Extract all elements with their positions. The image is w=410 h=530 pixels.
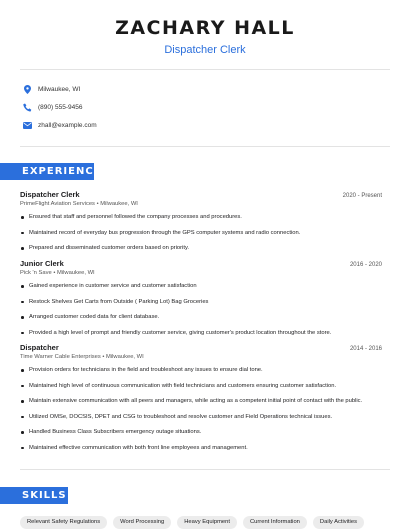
job-entry [20,190,382,260]
email-text[interactable]: zhall@example.com [38,121,97,129]
divider [20,469,390,470]
separator: • [53,270,57,276]
job-title: Dispatcher [20,343,59,352]
skill-chip: Relevant Safety Regulations [20,516,107,529]
skill-chip: Heavy Equipment [177,516,237,529]
bullet-item: Maintained high level of continuous communication with field technicians and customers ensuring customer satisfaction. [20,382,382,398]
bullet-item: Restock Shelves Get Carts from Outside ( Parking Lot) Bag Groceries [20,298,382,314]
job-entry [20,343,382,459]
job-bullets [20,213,382,260]
bullet-item: Gained experience in customer service and customer satisfaction [20,282,382,298]
bullet-item: Provided a high level of prompt and friendly customer service, giving customer's product location throughout the store. [20,329,382,345]
bullet-item: Arranged customer coded data for client database. [20,313,382,329]
job-title: Junior Clerk [20,259,64,268]
divider [20,146,390,147]
job-title: Dispatcher Clerk [20,190,80,199]
job-dates: 2016 - 2020 [349,262,382,268]
company-name: Pick 'n Save [20,270,52,276]
contact-phone [22,100,322,114]
bullet-item: Maintained effective communication with both front line employees and management. [20,444,382,460]
bullet-item: Ensured that staff and personnel followed the company processes and procedures. [20,213,382,229]
job-bullets [20,366,382,459]
contact-location [22,82,322,96]
separator: • [102,354,107,360]
company-location: Milwaukee, WI [56,270,95,276]
job-dates: 2020 - Present [342,193,382,199]
job-company-line [20,270,382,276]
resume-header [0,17,410,56]
phone-icon [22,102,32,112]
job-bullets [20,282,382,344]
bullet-item: Handled Business Class Subscribers emergency outage situations. [20,428,382,444]
job-company-line [20,354,382,360]
job-entry [20,259,382,344]
envelope-icon [22,120,32,130]
location-text: Milwaukee, WI [38,85,81,93]
skill-chip: Daily Activities [313,516,364,529]
section-heading-skills: SKILLS [0,487,68,504]
contact-email [22,118,322,132]
section-heading-experience: EXPERIENCE [0,163,94,180]
phone-text: (890) 555-9456 [38,103,83,111]
job-dates: 2014 - 2016 [349,346,382,352]
bullet-item: Maintained record of everyday bus progression through the GPS computer systems and radio connection. [20,229,382,245]
company-location: Milwaukee, WI [100,201,138,207]
bullet-item: Provision orders for technicians in the field and troubleshoot any issues to ensure dial tone. [20,366,382,382]
company-name: Time Warner Cable Enterprises [20,354,101,360]
skill-chip: Word Processing [113,516,171,529]
company-location: Milwaukee, WI [106,354,144,360]
bullet-item: Utilized OMSe, DOCSIS, DPET and CSG to troubleshoot and resolve customer and Field Operations technical issues. [20,413,382,429]
candidate-name: ZACHARY HALL [115,17,295,39]
divider [20,69,390,70]
bullet-item: Maintain extensive communication with all peers and managers, while acting as a competent initial point of contact with the public. [20,397,382,413]
bullet-item: Prepared and disseminated customer orders based on priority. [20,244,382,260]
skills-list [20,516,400,529]
company-name: PrimeFlight Aviation Services [20,201,95,207]
skill-chip: Current Information [243,516,307,529]
separator: • [96,201,101,207]
candidate-title: Dispatcher Clerk [164,44,246,56]
job-company-line [20,201,382,207]
location-pin-icon [22,84,32,94]
